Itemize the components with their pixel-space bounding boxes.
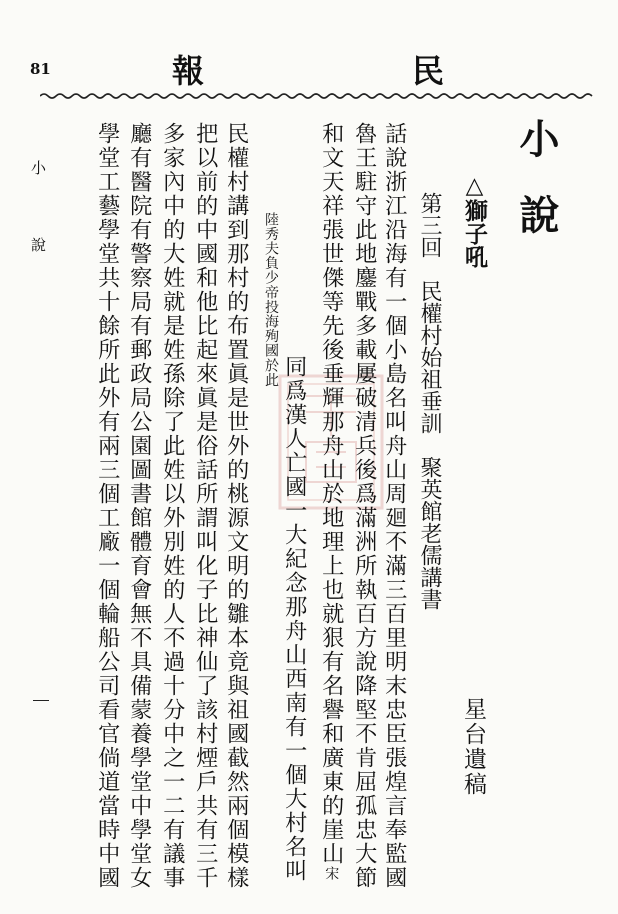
inline-annotation: 陸秀夫負少帝投海殉國於此 [263, 212, 279, 388]
author-byline: 星台遺稿 [460, 697, 486, 797]
body-column-5: 民權村講到那村的布置眞是世外的桃源文明的雛本竟與祖國截然兩個模樣 [223, 122, 250, 890]
chapter-title: 民權村始祖垂訓 [417, 280, 442, 434]
body-column-2: 魯王駐守此地鏖戰多載屢破清兵後爲滿洲所執百方說降堅不肯屈孤忠大節 [351, 122, 378, 890]
decorative-wavy-rule [40, 92, 596, 100]
chapter-subtitle: 聚英館老儒講書 [417, 456, 442, 610]
body-column-3-text: 和文天祥張世傑等先後垂輝那舟山於地理上也就狠有名譽和廣東的崖山 [318, 122, 345, 866]
body-column-1: 話說浙江沿海有一個小島名叫舟山周廻不滿三百里明末忠臣張煌言奉監國 [381, 122, 408, 890]
margin-tick-mark [33, 700, 49, 701]
story-title: △獅子吼 [461, 172, 488, 268]
body-column-9: 學堂工藝學堂共十餘所此外有兩三個工廠一個輪船公司看官倘道當時中國 [94, 122, 121, 890]
body-column-7: 多家內中的大姓就是姓孫除了此姓以外別姓的人不過十分中之一二有議事 [159, 122, 186, 890]
page-number: 81 [30, 60, 51, 78]
chapter-heading [418, 192, 440, 610]
body-column-3-note: 宋 [323, 866, 340, 882]
body-column-4: 同爲漢人亡國一大紀念那舟山西南有一個大村名叫 [281, 355, 308, 883]
margin-section-label [30, 160, 45, 252]
body-column-3 [318, 122, 345, 882]
body-column-8: 廳有醫院有警察局有郵政局公園圖書館體育會無不具備蒙養學堂中學堂女 [126, 122, 153, 890]
chapter-number: 第三回 [417, 192, 442, 258]
body-column-6: 把以前的中國和他比起來眞是俗話所謂叫化子比神仙了該村煙戶共有三千 [192, 122, 219, 890]
margin-char-bottom: 說 [29, 237, 47, 252]
section-title: 小說 [513, 118, 560, 270]
masthead-right-char: 民 [412, 52, 445, 90]
margin-char-top: 小 [29, 160, 47, 175]
masthead-left-char: 報 [172, 52, 205, 90]
